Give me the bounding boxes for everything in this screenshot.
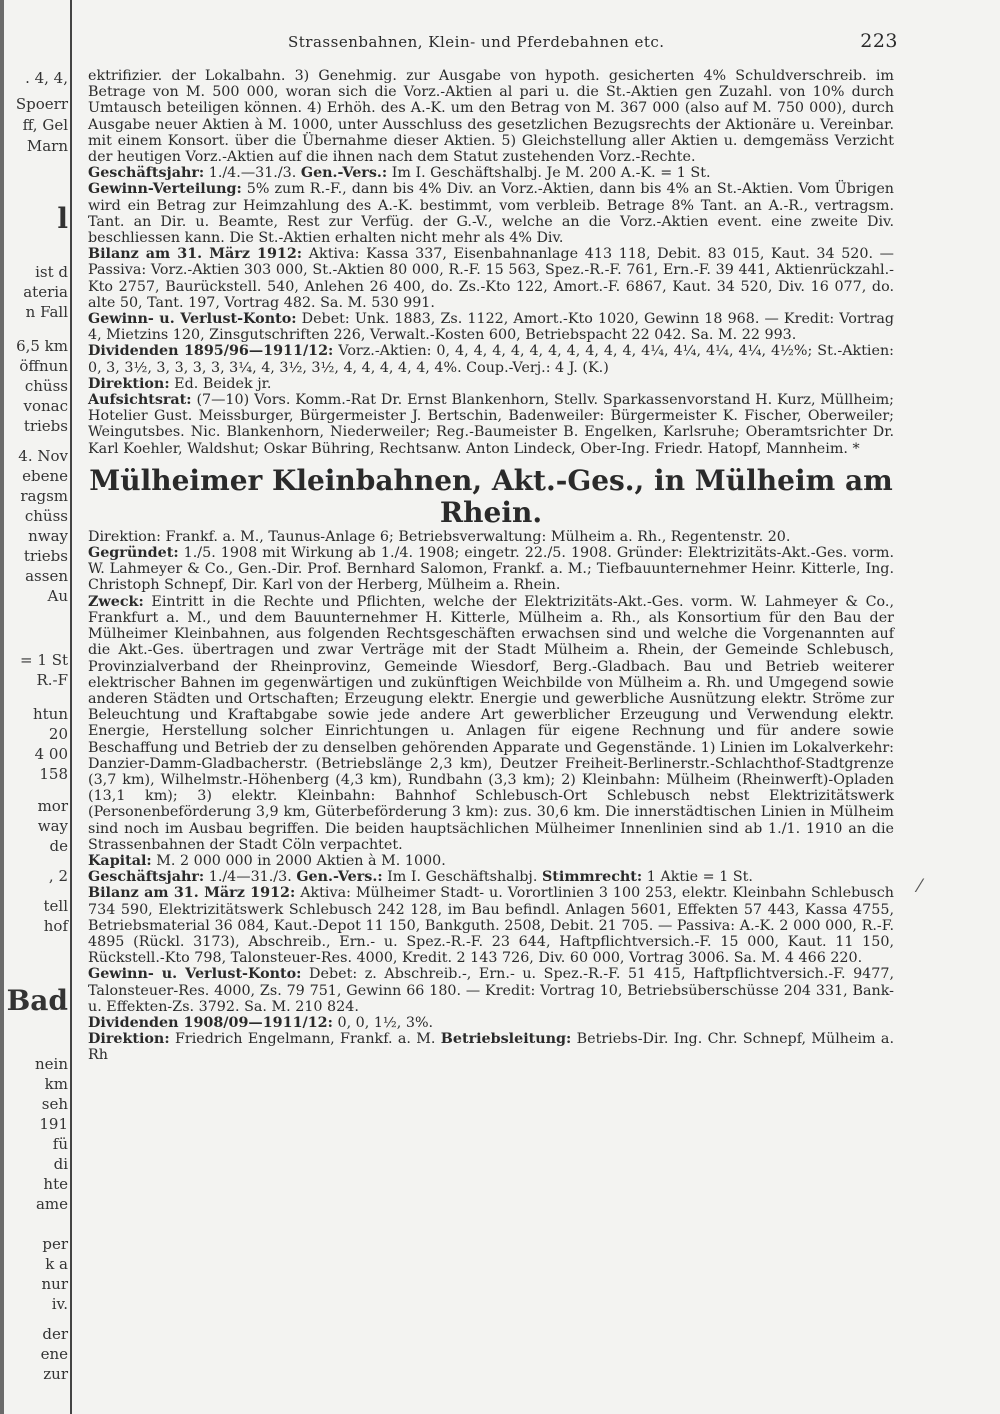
margin-fragment: zur (43, 1365, 68, 1383)
margin-fragment: chüss (24, 377, 68, 395)
margin-fragment: di (53, 1155, 68, 1173)
supervisory-board: Aufsichtsrat: (7—10) Vors. Komm.-Rat Dr. Ernst Blankenhorn, Stellv. Sparkassenvorstand H. Kurz, Müllheim; Hotelier Gust. Meissburger, Bürgermeister J. Bertschin, Badenweiler: Bürgermeister K. Fischer, Oberweiler; Weingutsbes. Nic. Blankenhorn, Niederweiler; Reg.-Baumeister B. Engelken, Karlsruhe; Oberamtsrichter Dr. Karl Koehler, Waldshut; Oskar Bühring, Rechtsanw. Anton Lindeck, Ober-Ing. Friedr. Hatopf, Mannheim. * (88, 392, 894, 457)
management: Direktion: Ed. Beidek jr. (88, 375, 272, 392)
capital: Kapital: M. 2 000 000 in 2000 Aktien à M. 1000. (88, 852, 446, 869)
margin-fragment: nein (35, 1055, 68, 1073)
left-page-edge (0, 0, 72, 1414)
margin-fragment: seh (41, 1095, 68, 1113)
margin-fragment: R.-F (36, 671, 68, 689)
margin-fragment: l (57, 202, 68, 235)
margin-fragment: 6,5 km (16, 337, 68, 355)
fiscal-year-line: Geschäftsjahr: 1./4.—31./3. Gen.-Vers.: Im I. Geschäftshalbj. Je M. 200 A.-K. = 1 St. (88, 165, 711, 182)
gutter-rule (70, 0, 72, 1414)
margin-fragment: Bad (6, 984, 68, 1017)
margin-fragment: Marn (26, 137, 68, 155)
founded: Gegründet: 1./5. 1908 mit Wirkung ab 1./4. 1908; eingetr. 22./5. 1908. Gründer: Elektrizitäts-Akt.-Ges. vorm. W. Lahmeyer & Co., Gen.-Dir. Prof. Bernhard Salomon, Frankf. a. M.; Tiefbauunternehmer Heinr. Kitterle, Ing. Christoph Schnepf, Dir. Karl von der Herberg, Mülheim a. Rhein. (88, 545, 894, 594)
margin-fragment: htun (32, 705, 68, 723)
margin-fragment: 20 (48, 725, 68, 743)
margin-fragment: . 4, 4, (25, 69, 68, 87)
margin-fragment: ebene (22, 467, 68, 485)
purpose: Zweck: Eintritt in die Rechte und Pflichten, welche der Elektrizitäts-Akt.-Ges. vorm. W. Lahmeyer & Co., Frankfurt a. M., und dem Bauunternehmer H. Kitterle, Mülheim a. Rh., als Konsortium für den Bau der Mülheimer Kleinbahnen, aus folgenden Rechtsgeschäften erwachsen sind und welche die Vorgenannten auf die Akt.-Ges. übertragen und zwar Verträge mit der Stadt Mülheim a. Rhein, der Gemeinde Schlebusch, Provinzialverband der Rheinprovinz, Gemeinde Wiesdorf, Berg.-Gladbach. Bau und Betrieb weiterer elektrischer Bahnen im gegenwärtigen und zukünftigen Weichbilde von Mülheim a. Rh. und Umgegend sowie anderen Städten und Ortschaften; Erzeugung elektr. Energie und gewerbliche Ausnützung elektr. Ströme zur Beleuchtung und Kraftabgabe sowie jede andere Art gewerblicher Erzeugung und Verwendung elektr. Energie, Herstellung solcher Einrichtungen u. Anlagen für eigene Rechnung und für andere sowie Beschaffung und Betrieb der zu denselben gehörenden Apparate und Gegenstände. 1) Linien im Lokalverkehr: Danzier-Damm-Gladbacherstr. (Betriebslänge 2,3 km), Deutzer Freiheit-Berlinerstr.-Schlachthof-Stadtgrenze (3,7 km), Wilhelmstr.-Höhenberg (4,3 km), Rundbahn (3,3 km); 2) Kleinbahn: Mülheim (Rheinwerft)-Opladen (13,1 km); 3) elektr. Kleinbahn: Bahnhof Schlebusch-Ort Schlebusch nebst Elektrizitätswerk (Personenbeförderung 3,9 km, Güterbeförderung 3 km): zus. 30,6 km. Die innerstädtischen Linien in Mülheim sind noch im Ausbau begriffen. Die beiden hauptsächlichen Mülheimer Innenlinien sind ab 1./1. 1910 an die Strassenbahnen der Stadt Cöln verpachtet. (88, 593, 894, 853)
margin-fragment: ame (35, 1195, 68, 1213)
balance-sheet: Bilanz am 31. März 1912: Aktiva: Kassa 337, Eisenbahnanlage 413 118, Debit. 83 015, Kaut. 34 520. — Passiva: Vorz.-Aktien 303 000, St.-Aktien 80 000, R.-F. 15 563, Spez.-R.-F. 761, Ern.-F. 39 441, Aktienrückzahl.-Kto 2757, Baurückstell. 540, Anlehen 26 400, do. Zs.-Kto 122, Amort.-F. 6867, Kaut. 34 520, Div. 16 077, do. alte 50, Tant. 197, Vortrag 482. Sa. M. 530 991. (88, 246, 894, 311)
margin-fragment: ist d (35, 263, 68, 281)
company-heading: Mülheimer Kleinbahnen, Akt.-Ges., in Mülheim am Rhein. (89, 463, 893, 529)
margin-fragment: iv. (51, 1295, 68, 1313)
margin-fragment: hof (43, 917, 68, 935)
margin-fragment: ene (40, 1345, 68, 1363)
margin-fragment: triebs (23, 417, 68, 435)
profit-distribution: Gewinn-Verteilung: 5% zum R.-F., dann bis 4% Div. an Vorz.-Aktien, dann bis 4% an St.-Aktien. Vom Übrigen wird ein Betrag zur Heimzahlung des A.-K. bestimmt, vom verbleib. Betrage 8% Tant. an A.-R., vertragsm. Tant. an Dir. u. Beamte, Rest zur Verfüg. der G.-V., welche an die Vorz.-Aktien event. eine zweite Div. beschliessen kann. Die St.-Aktien erhalten nicht mehr als 4% Div. (88, 181, 894, 247)
margin-fragment: km (44, 1075, 68, 1093)
management-2: Direktion: Friedrich Engelmann, Frankf. a. M. Betriebsleitung: Betriebs-Dir. Ing. Chr. Schnepf, Mülheim a. Rh (88, 1031, 894, 1064)
margin-fragment: per (42, 1235, 68, 1253)
header-title: Strassenbahnen, Klein- und Pferdebahnen etc. (288, 33, 665, 51)
company-address: Direktion: Frankf. a. M., Taunus-Anlage 6; Betriebsverwaltung: Mülheim a. Rh., Regentenstr. 20. (88, 528, 791, 545)
margin-fragment: n Fall (25, 303, 68, 321)
margin-fragment: way (37, 817, 68, 835)
dividends: Dividenden 1895/96—1911/12: Vorz.-Aktien: 0, 4, 4, 4, 4, 4, 4, 4, 4, 4, 4, 4¼, 4¼, 4¼, 4¼, 4½%; St.-Aktien: 0, 3, 3½, 3, 3, 3, 3, 3¼, 4, 3½, 3½, 4, 4, 4, 4, 4, 4%. Coup.-Verj.: 4 J. (K.) (88, 343, 894, 376)
margin-fragment: assen (25, 567, 68, 585)
margin-fragment: öffnun (19, 357, 68, 375)
margin-fragment: Au (47, 587, 68, 605)
margin-fragment: Spoerr (15, 95, 68, 113)
margin-fragment: = 1 St (20, 651, 68, 669)
margin-fragment: k a (45, 1255, 68, 1273)
margin-fragment: triebs (23, 547, 68, 565)
running-header (120, 24, 900, 64)
balance-sheet-2: Bilanz am 31. März 1912: Aktiva: Mülheimer Stadt- u. Vorortlinien 3 100 253, elektr. Kleinbahn Schlebusch 734 590, Elektrizitätswerk Schlebusch 242 128, im Bau befindl. Anlagen 5601, Effekten 57 443, Kassa 4755, Betriebsmaterial 36 084, Kaut.-Depot 11 150, Bankguth. 2508, Debit. 21 705. — Passiva: A.-K. 2 000 000, R.-F. 4895 (Rückl. 3173), Abschreib., Ern.- u. Spez.-R.-F. 23 644, Haftpflichtversich.-F. 15 000, Kaut. 11 150, Rückstell.-Kto 798, Talonsteuer-Res. 4000, Kredit. 2 143 726, Div. 60 000, Vortrag 3006. Sa. M. 4 466 220. (88, 885, 894, 967)
margin-fragment: 4 00 (34, 745, 68, 763)
margin-fragment: tell (43, 897, 68, 915)
margin-fragment: hte (43, 1175, 68, 1193)
page-edge-shadow (0, 0, 4, 1414)
margin-fragment: chüss (24, 507, 68, 525)
prior-entry-continuation: ektrifizier. der Lokalbahn. 3) Genehmig. zur Ausgabe von hypoth. gesicherten 4% Schuldverschreib. im Betrage von M. 500 000, woran sich die Vorz.-Aktien al pari u. die St.-Aktien gen Zuzahl. von 10% durch Umtausch beteiligen können. 4) Erhöh. des A.-K. um den Betrag von M. 367 000 (also auf M. 750 000), durch Ausgabe neuer Aktien à M. 1000, unter Ausschluss des gesetzlichen Bezugsrechts der Aktionäre u. Vereinbar. mit einem Konsort. über die Übernahme dieser Aktien. 5) Gleichstellung aller Aktien u. demgemäss Verzicht der heutigen Vorz.-Aktien auf die ihnen nach dem Statut zustehenden Vorz.-Rechte. (88, 68, 894, 166)
margin-fragment: nur (41, 1275, 68, 1293)
margin-fragment: , 2 (48, 867, 68, 885)
margin-fragment: der (42, 1325, 68, 1343)
margin-fragment: de (49, 837, 68, 855)
margin-fragment: 158 (39, 765, 68, 783)
profit-loss-account: Gewinn- u. Verlust-Konto: Debet: Unk. 1883, Zs. 1122, Amort.-Kto 1020, Gewinn 18 968. — Kredit: Vortrag 4, Mietzins 120, Zinsgutschriften 226, Verwalt.-Kosten 600, Betriebspacht 22 042. Sa. M. 22 993. (88, 311, 895, 344)
margin-fragment: vonac (23, 397, 68, 415)
margin-fragment: ateria (23, 283, 68, 301)
margin-fragment: ragsm (20, 487, 68, 505)
margin-fragment: 4. Nov (18, 447, 68, 465)
margin-fragment: ff, Gel (22, 116, 68, 134)
margin-fragment: 191 (39, 1115, 68, 1133)
main-column (88, 68, 894, 1064)
page-number: 223 (860, 30, 898, 52)
pencil-mark: ⁄ (918, 876, 922, 897)
dividends-2: Dividenden 1908/09—1911/12: 0, 0, 1½, 3%. (88, 1014, 434, 1031)
fiscal-year-line-2: Geschäftsjahr: 1./4—31./3. Gen.-Vers.: Im I. Geschäftshalbj. Stimmrecht: 1 Aktie = 1 St. (88, 869, 753, 886)
margin-fragment: mor (37, 797, 68, 815)
margin-fragment: nway (28, 527, 68, 545)
margin-fragment: fü (52, 1135, 68, 1153)
profit-loss-account-2: Gewinn- u. Verlust-Konto: Debet: z. Abschreib.-, Ern.- u. Spez.-R.-F. 51 415, Haftpflichtversich.-F. 9477, Talonsteuer-Res. 4000, Zs. 79 751, Gewinn 66 180. — Kredit: Vortrag 10, Betriebsüberschüsse 204 331, Bank- u. Effekten-Zs. 3792. Sa. M. 210 824. (88, 966, 895, 1015)
